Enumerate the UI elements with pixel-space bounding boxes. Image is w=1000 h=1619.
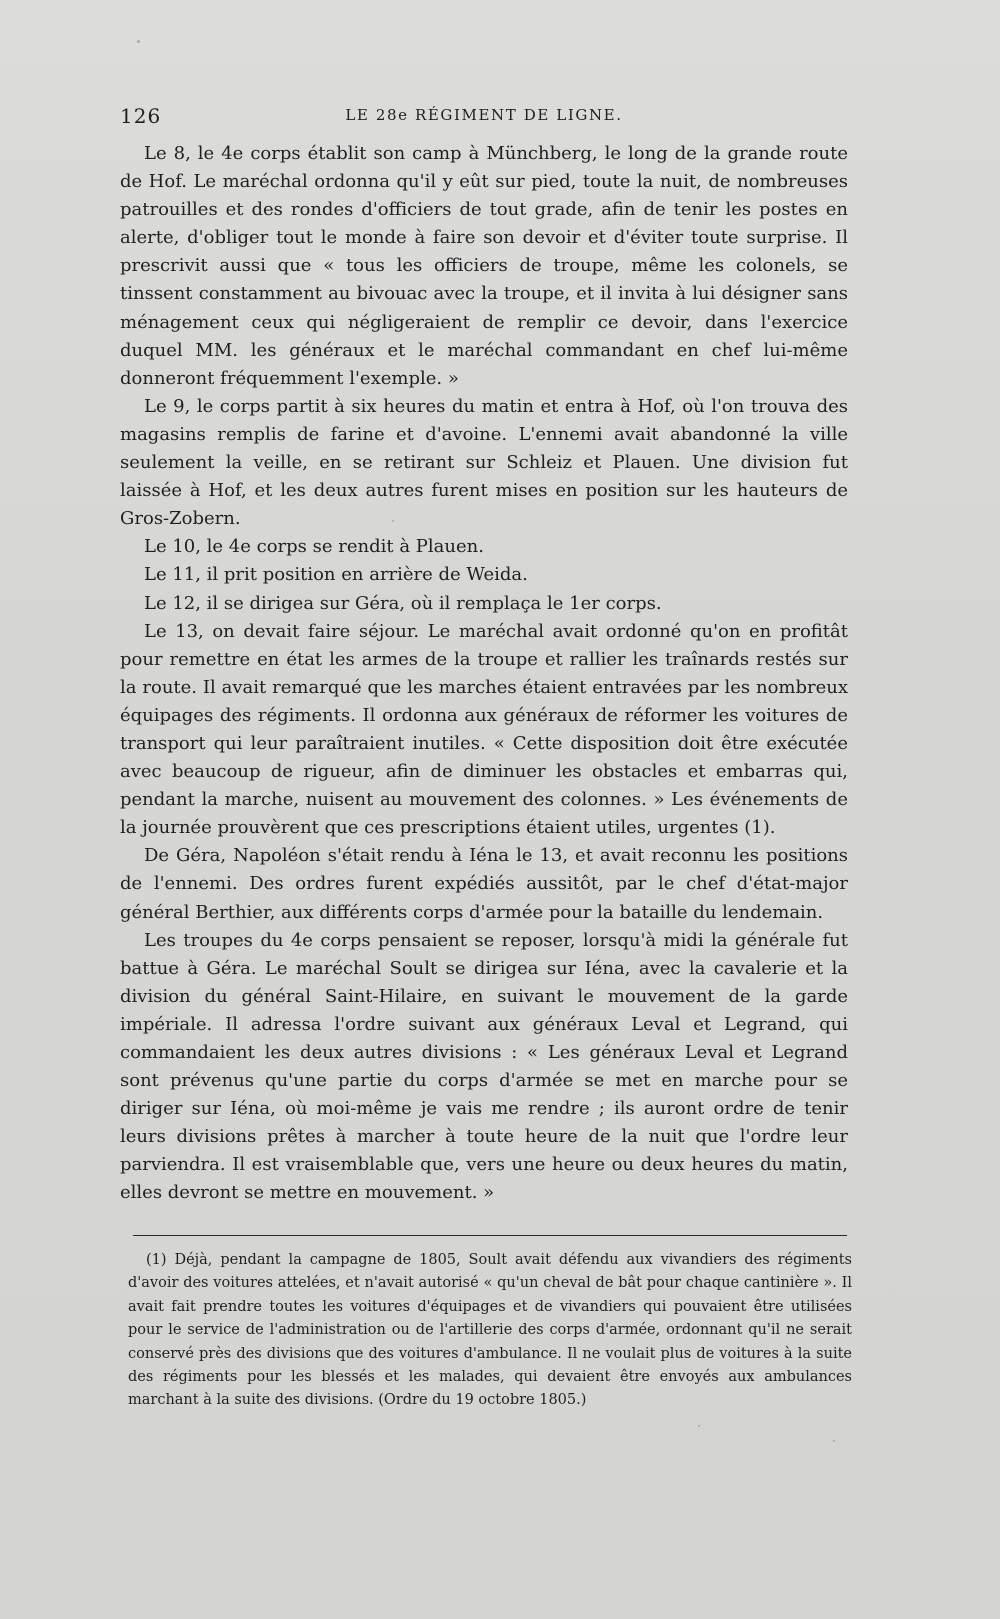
running-head: LE 28e RÉGIMENT DE LIGNE. [345,106,623,124]
footnote-divider [133,1235,847,1236]
main-text [120,140,848,1208]
paragraph: Le 9, le corps partit à six heures du matin et entra à Hof, où l'on trouva des magasins remplis de farine et d'avoine. L'ennemi avait abandonné la ville seulement la veille, en se retirant sur Schleiz et Plauen. Une division fut laissée à Hof, et les deux autres furent mises en position sur les hauteurs de Gros-Zobern. [120,395,848,530]
paragraph: Le 13, on devait faire séjour. Le maréchal avait ordonné qu'on en profitât pour remettre en état les armes de la troupe et rallier les traînards restés sur la route. Il avait remarqué que les marches étaient entravées par les nombreux équipages des régiments. Il ordonna aux généraux de réformer les voitures de transport qui leur paraîtraient inutiles. « Cette disposition doit être exécutée avec beaucoup de rigueur, afin de diminuer les obstacles et embarras qui, pendant la marche, nuisent au mouvement des colonnes. » Les événements de la journée prouvèrent que ces prescriptions étaient utiles, urgentes (1). [120,620,848,839]
paper-speck [698,1425,700,1427]
footnote [128,1249,852,1413]
page-header [120,104,848,132]
paragraph: Le 12, il se dirigea sur Géra, où il remplaça le 1er corps. [144,592,662,614]
paragraph: Le 11, il prit position en arrière de Weida. [144,564,528,586]
page-number: 126 [120,104,162,128]
paper-speck [833,1440,835,1442]
paragraph: Le 8, le 4e corps établit son camp à Münchberg, le long de la grande route de Hof. Le maréchal ordonna qu'il y eût sur pied, toute la nuit, de nombreuses patrouilles et des rondes d'officiers de tout grade, afin de tenir les postes en alerte, d'obliger tout le monde à faire son devoir et d'éviter toute surprise. Il prescrivit aussi que « tous les officiers de troupe, même les colonels, se tinssent constamment au bivouac avec la troupe, et il invita à lui désigner sans ménagement ceux qui négligeraient de remplir ce devoir, dans l'exercice duquel MM. les généraux et le maréchal commandant en chef lui-même donneront fréquemment l'exemple. » [120,143,848,389]
paragraph: Le 10, le 4e corps se rendit à Plauen. [144,536,484,558]
paper-speck [392,520,394,522]
footnote-text: (1) Déjà, pendant la campagne de 1805, Soult avait défendu aux vivandiers des régiments d'avoir des voitures attelées, et n'avait autorisé « qu'un cheval de bât pour chaque cantinière ». Il avait fait prendre toutes les voitures d'équipages et de vivandiers qui pouvaient être utilisées pour le service de l'administration ou de l'artillerie des corps d'armée, ordonnant qu'il ne serait conservé près des divisions que des voitures d'ambulance. Il ne voulait plus de voitures à la suite des régiments pour les blessés et les malades, qui devaient être envoyés aux ambulances marchant à la suite des divisions. (Ordre du 19 octobre 1805.) [128,1252,852,1409]
paper-speck [137,40,140,43]
paragraph: De Géra, Napoléon s'était rendu à Iéna le 13, et avait reconnu les positions de l'ennemi. Des ordres furent expédiés aussitôt, par le chef d'état-major général Berthier, aux différents corps d'armée pour la bataille du lendemain. [120,845,848,923]
paragraph: Les troupes du 4e corps pensaient se reposer, lorsqu'à midi la générale fut battue à Géra. Le maréchal Soult se dirigea sur Iéna, avec la cavalerie et la division du général Saint-Hilaire, en suivant le mouvement de la garde impériale. Il adressa l'ordre suivant aux généraux Leval et Legrand, qui commandaient les deux autres divisions : « Les généraux Leval et Legrand sont prévenus qu'une partie du corps d'armée se met en marche pour se diriger sur Iéna, où moi-même je vais me rendre ; ils auront ordre de tenir leurs divisions prêtes à marcher à toute heure de la nuit que l'ordre leur parviendra. Il est vraisemblable que, vers une heure ou deux heures du matin, elles devront se mettre en mouvement. » [120,929,848,1204]
